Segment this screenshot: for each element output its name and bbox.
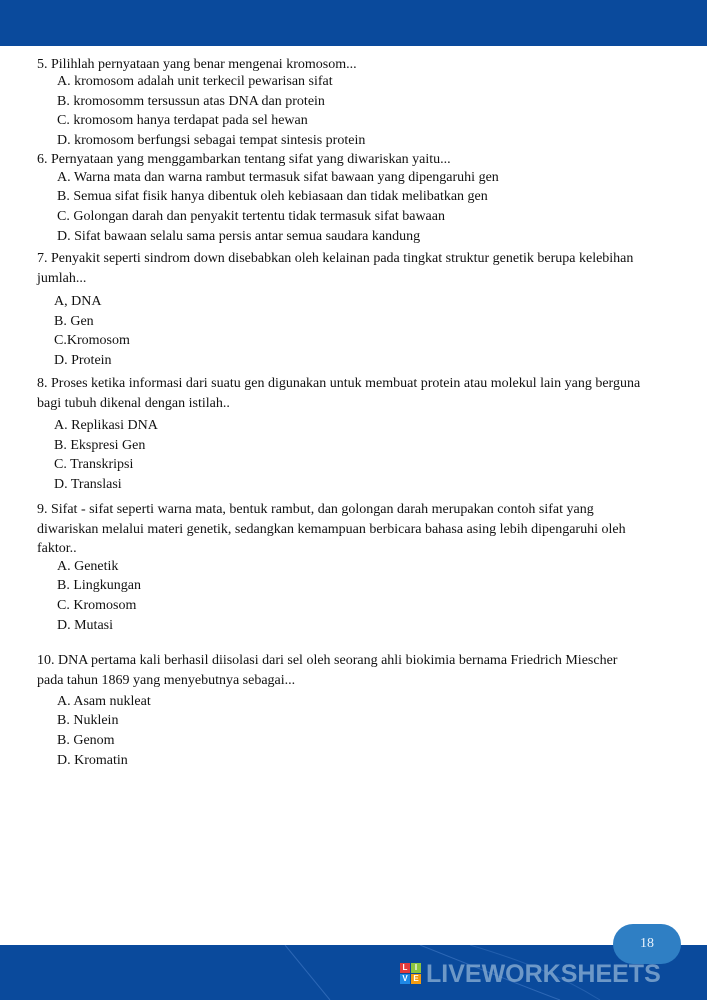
question-6-option-c: C. Golongan darah dan penyakit tertentu tidak termasuk sifat bawaan	[57, 209, 445, 224]
question-10-option-c: B. Genom	[57, 733, 115, 748]
question-10-option-a: A. Asam nukleat	[57, 694, 151, 709]
question-7-option-c: C.Kromosom	[54, 333, 130, 348]
question-5-option-d: D. kromosom berfungsi sebagai tempat sintesis protein	[57, 133, 366, 148]
question-8-option-a: A. Replikasi DNA	[54, 418, 158, 433]
question-8-option-b: B. Ekspresi Gen	[54, 438, 146, 453]
question-9-option-b: B. Lingkungan	[57, 578, 141, 593]
question-9-text: 9. Sifat - sifat seperti warna mata, bentuk rambut, dan golongan darah merupakan contoh sifat yang diwariskan melalui materi genetik, sedangkan kemampuan berbicara bahasa asing lebih dipengaruhi oleh faktor..	[37, 502, 626, 556]
question-6-option-d: D. Sifat bawaan selalu sama persis antar semua saudara kandung	[57, 229, 421, 244]
page-number-badge: 18	[613, 924, 681, 964]
question-6-text: 6. Pernyataan yang menggambarkan tentang sifat yang diwariskan yaitu...	[37, 152, 451, 167]
question-7-option-d: D. Protein	[54, 353, 112, 368]
question-9-option-a: A. Genetik	[57, 559, 119, 574]
logo-letter-i: I	[411, 963, 421, 973]
question-5-option-c: C. kromosom hanya terdapat pada sel hewan	[57, 113, 308, 128]
liveworksheets-logo-icon	[400, 963, 422, 985]
logo-letter-l: L	[400, 963, 410, 973]
question-10-option-d: D. Kromatin	[57, 753, 128, 768]
logo-letter-v: V	[400, 974, 410, 984]
liveworksheets-watermark: LIVEWORKSHEETS	[426, 960, 661, 988]
question-6-option-b: B. Semua sifat fisik hanya dibentuk oleh kebiasaan dan tidak melibatkan gen	[57, 189, 488, 204]
question-8-option-d: D. Translasi	[54, 477, 122, 492]
question-9-option-c: C. Kromosom	[57, 598, 137, 613]
question-8-text: 8. Proses ketika informasi dari suatu gen digunakan untuk membuat protein atau molekul lain yang berguna bagi tubuh dikenal dengan istilah..	[37, 376, 641, 411]
question-7-option-a: A, DNA	[54, 294, 102, 309]
question-8-option-c: C. Transkripsi	[54, 457, 134, 472]
question-5-option-a: A. kromosom adalah unit terkecil pewarisan sifat	[57, 74, 333, 89]
question-7-text: 7. Penyakit seperti sindrom down disebabkan oleh kelainan pada tingkat struktur genetik berupa kelebihan jumlah...	[37, 251, 634, 286]
logo-letter-e: E	[411, 974, 421, 984]
question-5-option-b: B. kromosomm tersussun atas DNA dan protein	[57, 94, 325, 109]
header-band	[0, 0, 707, 46]
question-7-option-b: B. Gen	[54, 314, 94, 329]
question-6-option-a: A. Warna mata dan warna rambut termasuk sifat bawaan yang dipengaruhi gen	[57, 170, 499, 185]
question-10-option-b: B. Nuklein	[57, 713, 119, 728]
question-9-option-d: D. Mutasi	[57, 618, 113, 633]
question-5-text: 5. Pilihlah pernyataan yang benar mengenai kromosom...	[37, 57, 357, 72]
question-10-text: 10. DNA pertama kali berhasil diisolasi dari sel oleh seorang ahli biokimia bernama Friedrich Miescher pada tahun 1869 yang menyebutnya sebagai...	[37, 653, 618, 688]
